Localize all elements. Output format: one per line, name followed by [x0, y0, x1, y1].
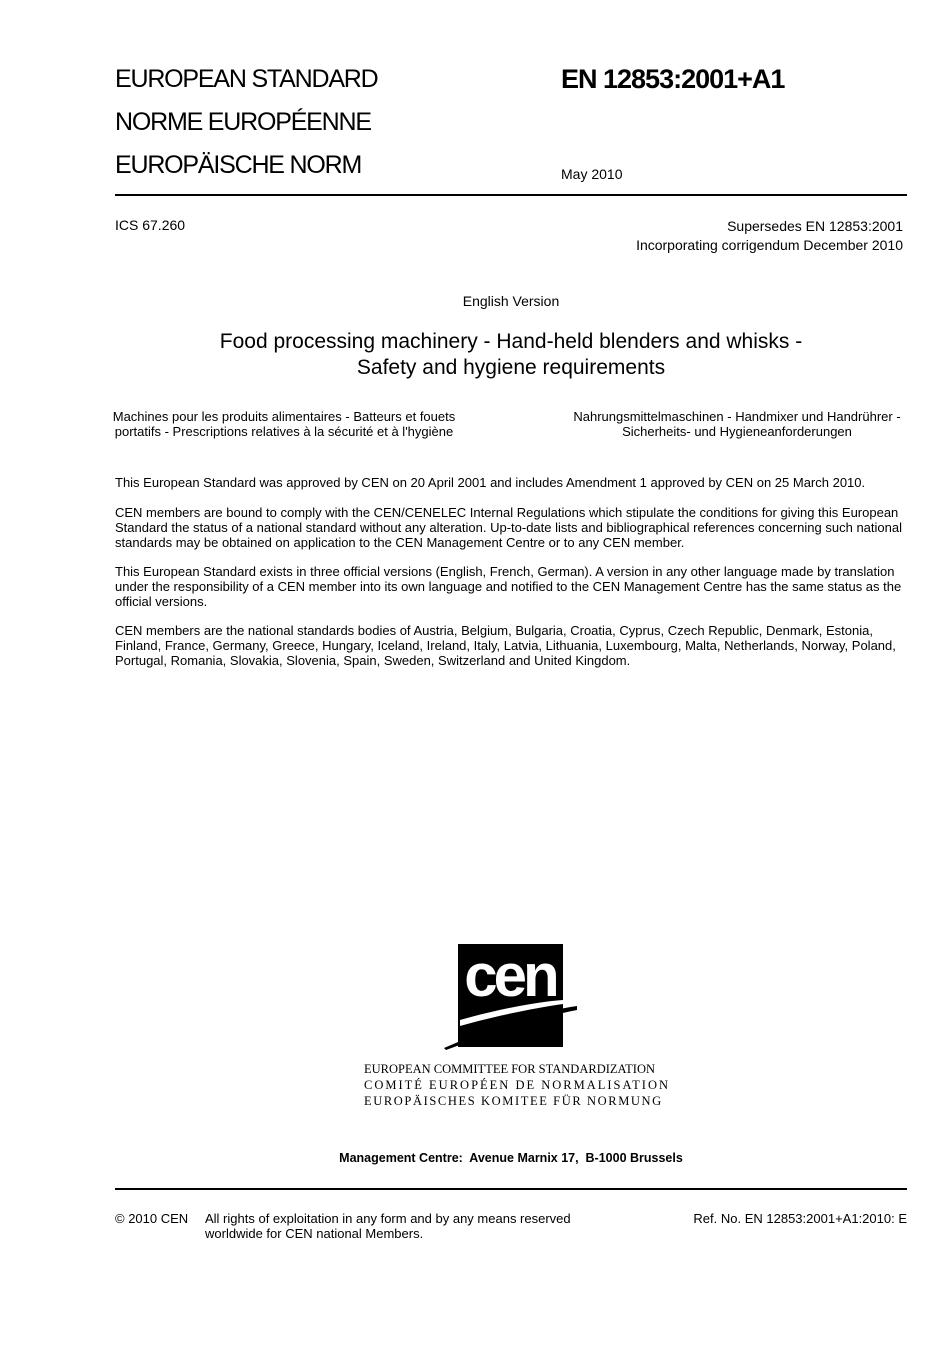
german-title — [567, 409, 907, 439]
cen-logo-text: cen — [464, 942, 556, 1009]
reference-number: Ref. No. EN 12853:2001+A1:2010: E — [693, 1211, 907, 1226]
ics-code: ICS 67.260 — [115, 217, 186, 233]
standard-line-fr: NORME EUROPÉENNE — [115, 108, 371, 136]
footer-rule — [115, 1188, 907, 1190]
copyright: © 2010 CEN — [115, 1211, 189, 1226]
title-line-1: Food processing machinery - Hand-held blenders and whisks - — [219, 330, 803, 353]
rights-statement — [205, 1211, 571, 1241]
org-name-fr: COMITÉ EUROPÉEN DE NORMALISATION — [364, 1078, 671, 1092]
publication-date: May 2010 — [561, 166, 623, 182]
supersedes: Supersedes EN 12853:2001 — [727, 218, 903, 234]
title-line-2: Safety and hygiene requirements — [356, 356, 666, 379]
document-title — [115, 329, 907, 381]
approval-paragraph: This European Standard was approved by CEN on 20 April 2001 and includes Amendment 1 approved by CEN on 25 March 2010. — [115, 475, 866, 490]
members-paragraph: CEN members are the national standards bodies of Austria, Belgium, Bulgaria, Croatia, Cyprus, Czech Republic, Denmark, Estonia, Finland, France, Germany, Greece, Hungary, Iceland, Ireland, Italy, Latvia, Lithuania, Luxembourg, Malta, Netherlands, Norway, Poland, Portugal, Romania, Slovakia, Slovenia, Spain, Sweden, Switzerland and United Kingdom. — [115, 623, 896, 668]
version-label: English Version — [462, 293, 560, 309]
standard-number: EN 12853:2001+A1 — [561, 64, 785, 94]
french-title — [100, 409, 468, 439]
standard-line-de: EUROPÄISCHE NORM — [115, 151, 362, 179]
versions-paragraph: This European Standard exists in three official versions (English, French, German). A version in any other language made by translation under the responsibility of a CEN member into its own language and notified to the CEN Management Centre has the same status as the official versions. — [115, 564, 902, 609]
french-title-line-2: portatifs - Prescriptions relatives à la sécurité et à l'hygiène — [114, 424, 454, 439]
management-centre: Management Centre: Avenue Marnix 17, B-1000 Brussels — [339, 1151, 683, 1165]
german-title-line-2: Sicherheits- und Hygieneanforderungen — [622, 424, 852, 439]
cen-logo — [440, 940, 580, 1052]
header-rule — [115, 194, 907, 196]
rights-line-1: All rights of exploitation in any form and by any means reserved — [205, 1211, 571, 1226]
corrigendum: Incorporating corrigendum December 2010 — [636, 237, 903, 253]
compliance-paragraph: CEN members are bound to comply with the CEN/CENELEC Internal Regulations which stipulate the conditions for giving this European Standard the status of a national standard without any alteration. Up-to-date lists and bibliographical references concerning such national standards may be obtained on application to the CEN Management Centre or to any CEN member. — [115, 505, 902, 550]
org-name-en: EUROPEAN COMMITTEE FOR STANDARDIZATION — [364, 1062, 656, 1076]
rights-line-2: worldwide for CEN national Members. — [205, 1226, 424, 1241]
german-title-line-1: Nahrungsmittelmaschinen - Handmixer und Handrührer - — [573, 409, 901, 424]
standard-line-en: EUROPEAN STANDARD — [115, 65, 378, 93]
org-name-de: EUROPÄISCHES KOMITEE FÜR NORMUNG — [364, 1094, 663, 1108]
french-title-line-1: Machines pour les produits alimentaires - Batteurs et fouets — [112, 409, 456, 424]
